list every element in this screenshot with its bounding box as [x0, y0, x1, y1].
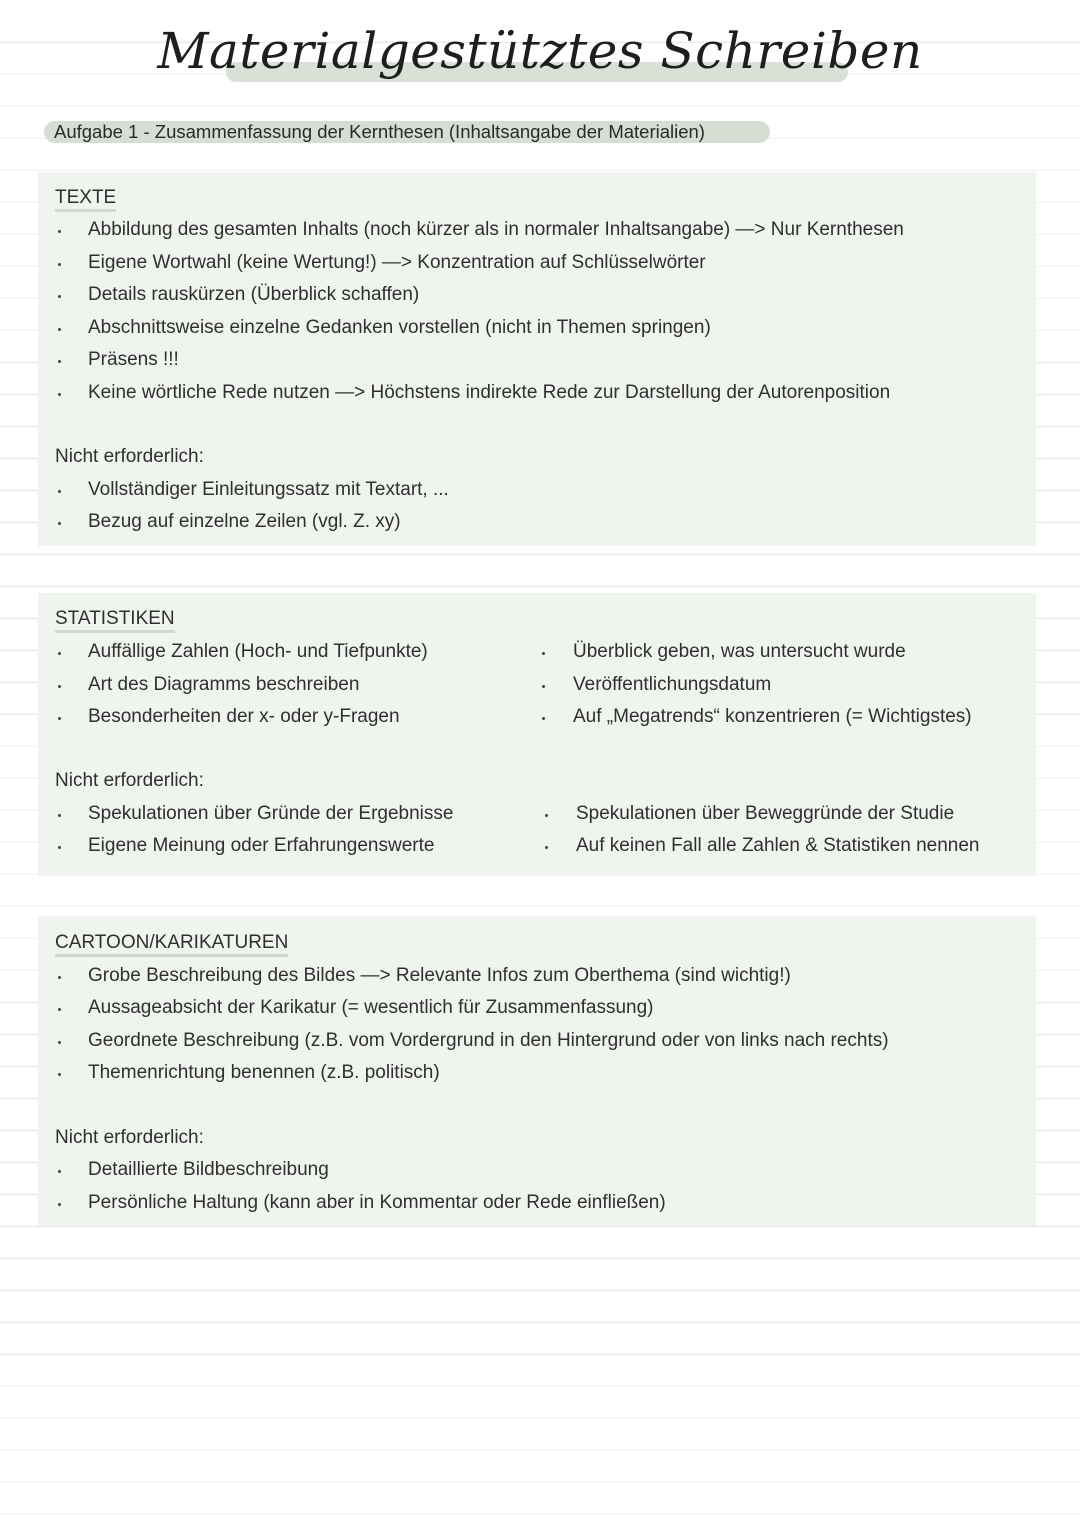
list-item: Details rauskürzen (Überblick schaffen) [88, 284, 420, 305]
page-title: Materialgestütztes Schreiben [157, 22, 923, 80]
bullet-icon [58, 393, 61, 396]
list-item: Spekulationen über Gründe der Ergebnisse [88, 803, 454, 824]
bullet-icon [58, 1170, 61, 1173]
list-item: Auffällige Zahlen (Hoch- und Tiefpunkte) [88, 641, 428, 662]
list-item: Abbildung des gesamten Inhalts (noch kürzer als in normaler Inhaltsangabe) —> Nur Kernthesen [88, 219, 904, 240]
not-required-label: Nicht erforderlich: [55, 1127, 204, 1148]
bullet-icon [58, 976, 61, 979]
bullet-icon [58, 328, 61, 331]
list-item: Aussageabsicht der Karikatur (= wesentlich für Zusammenfassung) [88, 997, 654, 1018]
task-heading: Aufgabe 1 - Zusammenfassung der Kernthesen (Inhaltsangabe der Materialien) [54, 121, 705, 142]
bullet-icon [545, 846, 548, 849]
list-item: Abschnittsweise einzelne Gedanken vorstellen (nicht in Themen springen) [88, 317, 711, 338]
bullet-icon [58, 263, 61, 266]
bullet-icon [58, 1008, 61, 1011]
bullet-icon [542, 652, 545, 655]
bullet-icon [58, 1041, 61, 1044]
bullet-icon [58, 814, 61, 817]
section-heading-statistiken: STATISTIKEN [55, 608, 175, 633]
bullet-icon [58, 230, 61, 233]
bullet-icon [58, 360, 61, 363]
list-item: Art des Diagramms beschreiben [88, 674, 360, 695]
list-item: Grobe Beschreibung des Bildes —> Relevante Infos zum Oberthema (sind wichtig!) [88, 965, 791, 986]
list-item: Auf keinen Fall alle Zahlen & Statistiken nennen [576, 835, 980, 856]
list-item: Spekulationen über Beweggründe der Studie [576, 803, 955, 824]
not-required-label: Nicht erforderlich: [55, 770, 204, 791]
list-item: Keine wörtliche Rede nutzen —> Höchstens indirekte Rede zur Darstellung der Autorenposition [88, 382, 891, 403]
list-item: Vollständiger Einleitungssatz mit Textart, ... [88, 479, 449, 500]
bullet-icon [58, 652, 61, 655]
not-required-label: Nicht erforderlich: [55, 446, 204, 467]
bullet-icon [58, 846, 61, 849]
list-item: Auf „Megatrends“ konzentrieren (= Wichtigstes) [573, 706, 972, 727]
bullet-icon [542, 685, 545, 688]
bullet-icon [58, 1203, 61, 1206]
bullet-icon [58, 685, 61, 688]
bullet-icon [58, 295, 61, 298]
list-item: Eigene Wortwahl (keine Wertung!) —> Konzentration auf Schlüsselwörter [88, 252, 706, 273]
section-heading-cartoon: CARTOON/KARIKATUREN [55, 932, 288, 957]
list-item: Detaillierte Bildbeschreibung [88, 1159, 329, 1180]
list-item: Bezug auf einzelne Zeilen (vgl. Z. xy) [88, 511, 401, 532]
list-item: Überblick geben, was untersucht wurde [573, 641, 906, 662]
list-item: Veröffentlichungsdatum [573, 674, 772, 695]
list-item: Themenrichtung benennen (z.B. politisch) [88, 1062, 440, 1083]
bullet-icon [545, 814, 548, 817]
bullet-icon [58, 1073, 61, 1076]
list-item: Persönliche Haltung (kann aber in Kommentar oder Rede einfließen) [88, 1192, 666, 1213]
list-item: Geordnete Beschreibung (z.B. vom Vordergrund in den Hintergrund oder von links nach rechts) [88, 1030, 889, 1051]
bullet-icon [58, 490, 61, 493]
list-item: Eigene Meinung oder Erfahrungenswerte [88, 835, 435, 856]
section-heading-texte: TEXTE [55, 187, 116, 212]
list-item: Präsens !!! [88, 349, 179, 370]
bullet-icon [542, 717, 545, 720]
bullet-icon [58, 522, 61, 525]
bullet-icon [58, 717, 61, 720]
list-item: Besonderheiten der x- oder y-Fragen [88, 706, 400, 727]
